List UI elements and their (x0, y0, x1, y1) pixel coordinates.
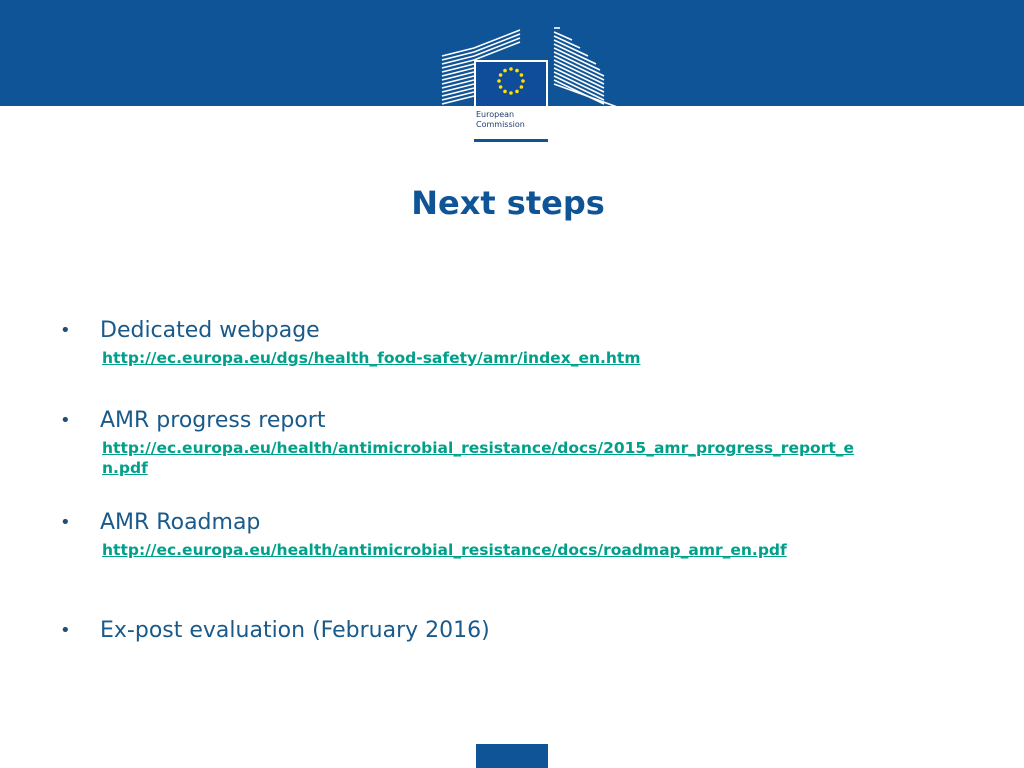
bullet-item-ex-post-evaluation (58, 616, 490, 646)
slide-title: Next steps (411, 184, 605, 222)
bullet-item-roadmap (58, 508, 862, 560)
bullet-dot-icon: • (60, 320, 71, 341)
bullet-label: AMR progress report (100, 408, 326, 433)
bullet-item-dedicated-webpage (58, 316, 862, 368)
footer-tab (476, 744, 548, 768)
bullet-label: Ex-post evaluation (February 2016) (100, 618, 490, 643)
progress-report-link[interactable]: http://ec.europa.eu/health/antimicrobial_resistance/docs/2015_amr_progress_report_en.pdf (102, 439, 855, 477)
bullet-dot-icon: • (60, 410, 71, 431)
logo-text-line1: European (476, 110, 515, 119)
bullet-dot-icon: • (60, 620, 71, 641)
roadmap-link[interactable]: http://ec.europa.eu/health/antimicrobial_resistance/docs/roadmap_amr_en.pdf (102, 541, 787, 559)
european-commission-logo (440, 26, 622, 144)
webpage-link[interactable]: http://ec.europa.eu/dgs/health_food-safety/amr/index_en.htm (102, 349, 641, 367)
logo-wordmark (476, 110, 546, 130)
bullet-item-progress-report (58, 406, 862, 478)
bullet-label: AMR Roadmap (100, 510, 261, 535)
logo-text-line2: Commission (476, 120, 525, 129)
bullet-dot-icon: • (60, 512, 71, 533)
bullet-label: Dedicated webpage (100, 318, 320, 343)
